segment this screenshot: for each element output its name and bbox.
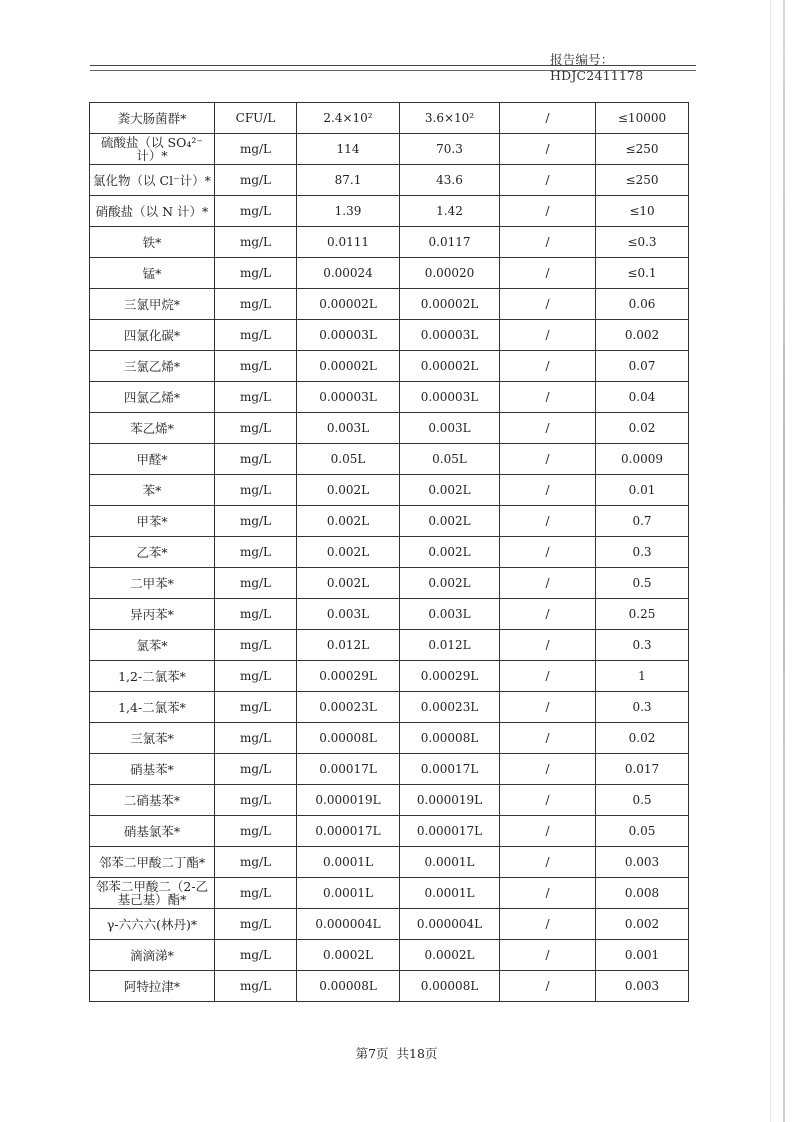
- result1-cell: 0.00017L: [297, 754, 400, 785]
- scan-edge: [783, 0, 785, 1122]
- table-row: [90, 909, 689, 940]
- unit-cell: mg/L: [215, 630, 297, 661]
- result2-cell: 0.0001L: [400, 847, 500, 878]
- unit-cell: CFU/L: [215, 103, 297, 134]
- result2-cell: 0.00008L: [400, 971, 500, 1002]
- limit-cell: 0.3: [596, 630, 689, 661]
- limit-cell: 0.017: [596, 754, 689, 785]
- table-row: [90, 568, 689, 599]
- unit-cell: mg/L: [215, 444, 297, 475]
- limit-cell: ≤0.3: [596, 227, 689, 258]
- result1-cell: 0.00003L: [297, 320, 400, 351]
- parameter-cell: 硫酸盐（以 SO₄²⁻ 计）*: [90, 134, 215, 165]
- limit-cell: 0.3: [596, 537, 689, 568]
- unit-cell: mg/L: [215, 568, 297, 599]
- result1-cell: 0.003L: [297, 413, 400, 444]
- limit-cell: ≤0.1: [596, 258, 689, 289]
- limit-cell: ≤250: [596, 134, 689, 165]
- result1-cell: 114: [297, 134, 400, 165]
- result1-cell: 0.002L: [297, 537, 400, 568]
- col5-cell: /: [500, 227, 596, 258]
- col5-cell: /: [500, 940, 596, 971]
- parameter-cell: 氯化物（以 Cl⁻计）*: [90, 165, 215, 196]
- limit-cell: 0.002: [596, 909, 689, 940]
- result1-cell: 0.00002L: [297, 351, 400, 382]
- result2-cell: 0.05L: [400, 444, 500, 475]
- table-row: [90, 878, 689, 909]
- col5-cell: /: [500, 630, 596, 661]
- table-row: [90, 599, 689, 630]
- page-total: 共18页: [396, 1046, 438, 1061]
- parameter-cell: 二甲苯*: [90, 568, 215, 599]
- header-rule-thin: [90, 70, 696, 71]
- limit-cell: 0.002: [596, 320, 689, 351]
- unit-cell: mg/L: [215, 227, 297, 258]
- result2-cell: 3.6×10²: [400, 103, 500, 134]
- result1-cell: 0.0111: [297, 227, 400, 258]
- result2-cell: 1.42: [400, 196, 500, 227]
- result2-cell: 0.0002L: [400, 940, 500, 971]
- result1-cell: 0.000019L: [297, 785, 400, 816]
- parameter-cell: γ-六六六(林丹)*: [90, 909, 215, 940]
- result2-cell: 0.0001L: [400, 878, 500, 909]
- unit-cell: mg/L: [215, 475, 297, 506]
- header-rule-thick: [90, 65, 696, 66]
- limit-cell: 0.008: [596, 878, 689, 909]
- limit-cell: 0.5: [596, 785, 689, 816]
- parameter-cell: 四氯乙烯*: [90, 382, 215, 413]
- result2-cell: 0.00002L: [400, 289, 500, 320]
- result2-cell: 0.000019L: [400, 785, 500, 816]
- unit-cell: mg/L: [215, 785, 297, 816]
- table-row: [90, 630, 689, 661]
- limit-cell: 0.3: [596, 692, 689, 723]
- table-row: [90, 506, 689, 537]
- result1-cell: 0.00002L: [297, 289, 400, 320]
- unit-cell: mg/L: [215, 971, 297, 1002]
- table-row: [90, 537, 689, 568]
- table-body: [90, 103, 689, 1002]
- result1-cell: 0.002L: [297, 506, 400, 537]
- test-results-table: [89, 102, 689, 1002]
- unit-cell: mg/L: [215, 723, 297, 754]
- limit-cell: 0.003: [596, 847, 689, 878]
- col5-cell: /: [500, 289, 596, 320]
- parameter-cell: 苯乙烯*: [90, 413, 215, 444]
- parameter-cell: 硝酸盐（以 N 计）*: [90, 196, 215, 227]
- result1-cell: 0.003L: [297, 599, 400, 630]
- unit-cell: mg/L: [215, 661, 297, 692]
- result1-cell: 0.00008L: [297, 723, 400, 754]
- result1-cell: 0.000004L: [297, 909, 400, 940]
- col5-cell: /: [500, 413, 596, 444]
- unit-cell: mg/L: [215, 320, 297, 351]
- limit-cell: 0.5: [596, 568, 689, 599]
- limit-cell: 0.01: [596, 475, 689, 506]
- result2-cell: 0.002L: [400, 568, 500, 599]
- col5-cell: /: [500, 661, 596, 692]
- unit-cell: mg/L: [215, 754, 297, 785]
- page-footer: [0, 1044, 793, 1062]
- result2-cell: 0.00020: [400, 258, 500, 289]
- limit-cell: 0.001: [596, 940, 689, 971]
- unit-cell: mg/L: [215, 692, 297, 723]
- table-row: [90, 940, 689, 971]
- result1-cell: 0.00029L: [297, 661, 400, 692]
- table-row: [90, 785, 689, 816]
- unit-cell: mg/L: [215, 940, 297, 971]
- result2-cell: 70.3: [400, 134, 500, 165]
- parameter-cell: 铁*: [90, 227, 215, 258]
- unit-cell: mg/L: [215, 599, 297, 630]
- result1-cell: 0.00023L: [297, 692, 400, 723]
- table-row: [90, 692, 689, 723]
- parameter-cell: 邻苯二甲酸二（2-乙基己基）酯*: [90, 878, 215, 909]
- limit-cell: 0.06: [596, 289, 689, 320]
- result2-cell: 0.0117: [400, 227, 500, 258]
- col5-cell: /: [500, 692, 596, 723]
- result1-cell: 0.0001L: [297, 878, 400, 909]
- result1-cell: 0.002L: [297, 568, 400, 599]
- col5-cell: /: [500, 165, 596, 196]
- limit-cell: ≤10: [596, 196, 689, 227]
- result2-cell: 0.003L: [400, 413, 500, 444]
- limit-cell: 0.0009: [596, 444, 689, 475]
- result2-cell: 0.000017L: [400, 816, 500, 847]
- col5-cell: /: [500, 785, 596, 816]
- col5-cell: /: [500, 568, 596, 599]
- result1-cell: 0.00003L: [297, 382, 400, 413]
- col5-cell: /: [500, 599, 596, 630]
- result2-cell: 0.00023L: [400, 692, 500, 723]
- result2-cell: 0.012L: [400, 630, 500, 661]
- col5-cell: /: [500, 971, 596, 1002]
- col5-cell: /: [500, 847, 596, 878]
- parameter-cell: 苯*: [90, 475, 215, 506]
- table-row: [90, 475, 689, 506]
- unit-cell: mg/L: [215, 847, 297, 878]
- result1-cell: 0.012L: [297, 630, 400, 661]
- table-row: [90, 196, 689, 227]
- limit-cell: 0.05: [596, 816, 689, 847]
- col5-cell: /: [500, 103, 596, 134]
- parameter-cell: 甲醛*: [90, 444, 215, 475]
- col5-cell: /: [500, 475, 596, 506]
- limit-cell: 1: [596, 661, 689, 692]
- unit-cell: mg/L: [215, 413, 297, 444]
- unit-cell: mg/L: [215, 196, 297, 227]
- table-row: [90, 227, 689, 258]
- col5-cell: /: [500, 134, 596, 165]
- unit-cell: mg/L: [215, 134, 297, 165]
- col5-cell: /: [500, 506, 596, 537]
- result1-cell: 0.0001L: [297, 847, 400, 878]
- parameter-cell: 四氯化碳*: [90, 320, 215, 351]
- result2-cell: 0.00017L: [400, 754, 500, 785]
- table-row: [90, 971, 689, 1002]
- col5-cell: /: [500, 258, 596, 289]
- limit-cell: 0.25: [596, 599, 689, 630]
- result1-cell: 87.1: [297, 165, 400, 196]
- result1-cell: 0.000017L: [297, 816, 400, 847]
- unit-cell: mg/L: [215, 289, 297, 320]
- parameter-cell: 粪大肠菌群*: [90, 103, 215, 134]
- unit-cell: mg/L: [215, 258, 297, 289]
- parameter-cell: 乙苯*: [90, 537, 215, 568]
- unit-cell: mg/L: [215, 878, 297, 909]
- parameter-cell: 阿特拉津*: [90, 971, 215, 1002]
- table-row: [90, 320, 689, 351]
- col5-cell: /: [500, 444, 596, 475]
- col5-cell: /: [500, 320, 596, 351]
- result1-cell: 2.4×10²: [297, 103, 400, 134]
- col5-cell: /: [500, 537, 596, 568]
- table-row: [90, 847, 689, 878]
- table-row: [90, 134, 689, 165]
- table-row: [90, 816, 689, 847]
- table-row: [90, 165, 689, 196]
- col5-cell: /: [500, 382, 596, 413]
- table-row: [90, 754, 689, 785]
- unit-cell: mg/L: [215, 909, 297, 940]
- unit-cell: mg/L: [215, 816, 297, 847]
- result2-cell: 0.00003L: [400, 382, 500, 413]
- result2-cell: 0.00008L: [400, 723, 500, 754]
- col5-cell: /: [500, 754, 596, 785]
- result2-cell: 0.00029L: [400, 661, 500, 692]
- table-row: [90, 444, 689, 475]
- table-row: [90, 413, 689, 444]
- result1-cell: 0.002L: [297, 475, 400, 506]
- unit-cell: mg/L: [215, 165, 297, 196]
- limit-cell: ≤10000: [596, 103, 689, 134]
- parameter-cell: 1,4-二氯苯*: [90, 692, 215, 723]
- table-row: [90, 351, 689, 382]
- limit-cell: 0.02: [596, 723, 689, 754]
- limit-cell: 0.07: [596, 351, 689, 382]
- result1-cell: 0.05L: [297, 444, 400, 475]
- limit-cell: ≤250: [596, 165, 689, 196]
- col5-cell: /: [500, 351, 596, 382]
- parameter-cell: 滴滴涕*: [90, 940, 215, 971]
- result1-cell: 0.00024: [297, 258, 400, 289]
- parameter-cell: 三氯乙烯*: [90, 351, 215, 382]
- result1-cell: 0.0002L: [297, 940, 400, 971]
- col5-cell: /: [500, 909, 596, 940]
- result2-cell: 0.003L: [400, 599, 500, 630]
- result2-cell: 0.002L: [400, 537, 500, 568]
- parameter-cell: 硝基氯苯*: [90, 816, 215, 847]
- col5-cell: /: [500, 816, 596, 847]
- result1-cell: 0.00008L: [297, 971, 400, 1002]
- parameter-cell: 三氯甲烷*: [90, 289, 215, 320]
- result2-cell: 43.6: [400, 165, 500, 196]
- parameter-cell: 二硝基苯*: [90, 785, 215, 816]
- parameter-cell: 1,2-二氯苯*: [90, 661, 215, 692]
- limit-cell: 0.02: [596, 413, 689, 444]
- table-row: [90, 289, 689, 320]
- scan-edge-secondary: [770, 0, 771, 1122]
- parameter-cell: 硝基苯*: [90, 754, 215, 785]
- limit-cell: 0.7: [596, 506, 689, 537]
- result2-cell: 0.002L: [400, 475, 500, 506]
- limit-cell: 0.04: [596, 382, 689, 413]
- result2-cell: 0.00002L: [400, 351, 500, 382]
- unit-cell: mg/L: [215, 506, 297, 537]
- col5-cell: /: [500, 196, 596, 227]
- limit-cell: 0.003: [596, 971, 689, 1002]
- unit-cell: mg/L: [215, 351, 297, 382]
- parameter-cell: 邻苯二甲酸二丁酯*: [90, 847, 215, 878]
- result1-cell: 1.39: [297, 196, 400, 227]
- parameter-cell: 锰*: [90, 258, 215, 289]
- parameter-cell: 异丙苯*: [90, 599, 215, 630]
- table-row: [90, 258, 689, 289]
- col5-cell: /: [500, 723, 596, 754]
- parameter-cell: 三氯苯*: [90, 723, 215, 754]
- parameter-cell: 甲苯*: [90, 506, 215, 537]
- col5-cell: /: [500, 878, 596, 909]
- parameter-cell: 氯苯*: [90, 630, 215, 661]
- report-number: 报告编号：HDJC2411178: [550, 52, 644, 83]
- result2-cell: 0.00003L: [400, 320, 500, 351]
- result2-cell: 0.000004L: [400, 909, 500, 940]
- table-row: [90, 723, 689, 754]
- result2-cell: 0.002L: [400, 506, 500, 537]
- table-row: [90, 103, 689, 134]
- table-row: [90, 382, 689, 413]
- unit-cell: mg/L: [215, 382, 297, 413]
- table-row: [90, 661, 689, 692]
- unit-cell: mg/L: [215, 537, 297, 568]
- page-number: 第7页: [355, 1046, 389, 1061]
